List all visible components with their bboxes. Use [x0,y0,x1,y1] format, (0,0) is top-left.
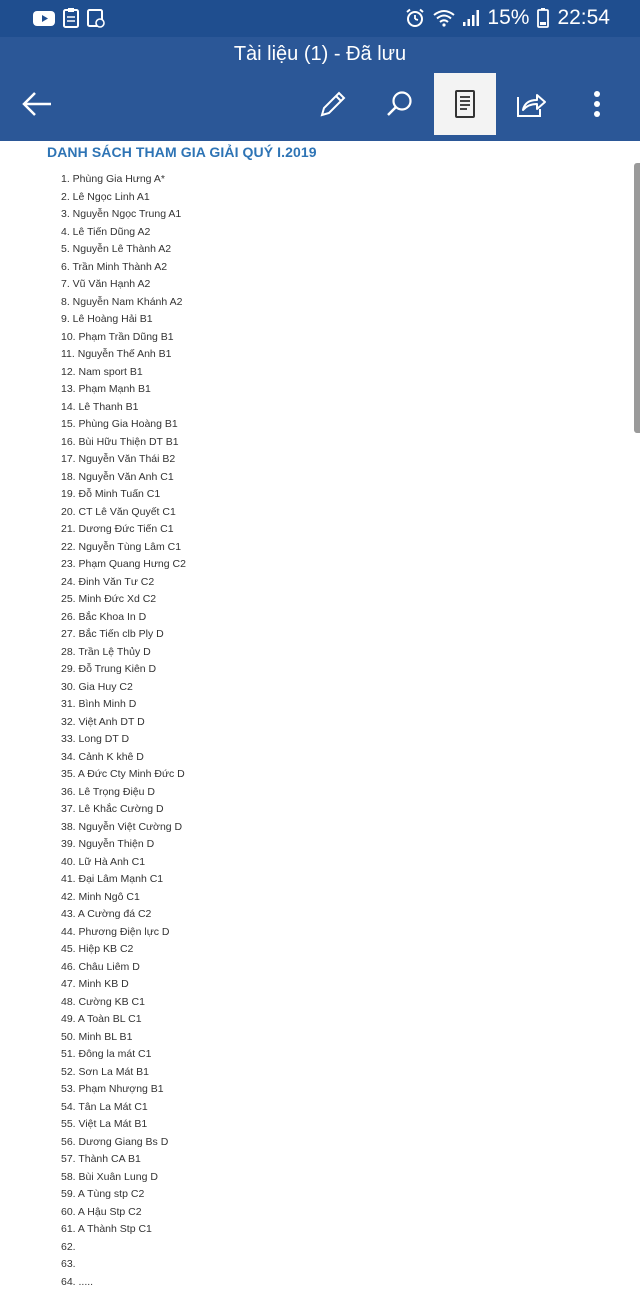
list-item: 42. Minh Ngô C1 [61,890,140,903]
list-item: 43. A Cường đá C2 [61,908,152,920]
alarm-icon [405,8,425,28]
list-item: 38. Nguyễn Việt Cường D [61,820,183,833]
status-bar [0,0,640,37]
list-item: 30. Gia Huy C2 [61,680,133,693]
list-item: 5. Nguyễn Lê Thành A2 [61,243,172,255]
pencil-icon [318,89,348,119]
list-item: 17. Nguyễn Văn Thái B2 [61,453,176,465]
list-item: 37. Lê Khắc Cường D [61,803,164,815]
list-item: 25. Minh Đức Xd C2 [61,593,157,605]
list-item: 24. Đinh Văn Tư C2 [61,575,155,588]
battery-icon [537,8,549,28]
list-item: 58. Bùi Xuân Lung D [61,1170,158,1183]
clipboard-icon [63,8,79,28]
list-item: 47. Minh KB D [61,978,129,990]
list-item: 52. Sơn La Mát B1 [61,1065,150,1078]
wifi-icon [433,9,455,27]
list-item: 28. Trần Lệ Thủy D [61,645,151,658]
list-item: 14. Lê Thanh B1 [61,400,139,413]
list-item: 10. Phạm Trần Dũng B1 [61,330,174,343]
list-item: 57. Thành CA B1 [61,1153,141,1165]
list-item: 49. A Toàn BL C1 [61,1013,142,1025]
share-icon [515,89,547,119]
youtube-icon [33,10,55,27]
list-item: 19. Đỗ Minh Tuấn C1 [61,488,161,500]
list-item: 35. A Đức Cty Minh Đức D [61,768,185,780]
list-item: 59. A Tùng stp C2 [61,1188,145,1200]
list-item: 41. Đại Lâm Mạnh C1 [61,873,164,885]
list-item: 3. Nguyễn Ngọc Trung A1 [61,208,182,220]
scrollbar[interactable] [634,163,640,433]
list-item: 44. Phương Điện lực D [61,925,170,938]
back-button[interactable] [6,73,68,135]
list-item: 32. Việt Anh DT D [61,715,145,728]
list-item: 63. [61,1258,76,1270]
list-item: 9. Lê Hoàng Hải B1 [61,313,153,325]
participant-list [61,171,186,1291]
list-item: 46. Châu Liêm D [61,960,140,973]
list-item: 4. Lê Tiến Dũng A2 [61,225,151,238]
list-item: 13. Phạm Mạnh B1 [61,383,151,395]
back-arrow-icon [21,90,53,118]
system-indicators [405,6,610,30]
list-item: 31. Bình Minh D [61,698,137,710]
search-button[interactable] [368,73,430,135]
list-item: 50. Minh BL B1 [61,1030,133,1043]
list-item: 22. Nguyễn Tùng Lâm C1 [61,540,182,553]
battery-level: 15% [487,6,530,29]
notification-icons [33,8,105,28]
list-item: 2. Lê Ngọc Linh A1 [61,190,150,203]
mobile-view-icon [454,89,476,119]
list-item: 1. Phùng Gia Hưng A* [61,173,165,185]
list-item: 11. Nguyễn Thế Anh B1 [61,348,172,360]
list-item: 36. Lê Trọng Điệu D [61,785,155,798]
app-bar [0,37,640,141]
list-item: 60. A Hậu Stp C2 [61,1205,142,1218]
list-item: 15. Phùng Gia Hoàng B1 [61,418,178,430]
gallery-icon [87,9,105,28]
list-item: 61. A Thành Stp C1 [61,1223,152,1235]
mobile-view-button[interactable] [434,73,496,135]
list-item: 12. Nam sport B1 [61,365,143,378]
list-item: 6. Trần Minh Thành A2 [61,260,168,273]
list-item: 45. Hiệp KB C2 [61,943,134,955]
list-item: 34. Cảnh K khê D [61,750,144,763]
list-item: 20. CT Lê Văn Quyết C1 [61,505,176,518]
list-item: 21. Dương Đức Tiến C1 [61,523,174,535]
list-item: 51. Đông la mát C1 [61,1048,152,1060]
list-item: 64. ..... [61,1275,94,1288]
list-item: 40. Lữ Hà Anh C1 [61,855,146,868]
list-item: 23. Phạm Quang Hưng C2 [61,558,186,570]
document-title-bar: Tài liệu (1) - Đã lưu [233,43,407,65]
list-item: 55. Việt La Mát B1 [61,1118,148,1130]
list-item: 53. Phạm Nhượng B1 [61,1083,164,1095]
list-item: 8. Nguyễn Nam Khánh A2 [61,295,183,308]
list-item: 54. Tân La Mát C1 [61,1100,148,1113]
list-item: 7. Vũ Văn Hạnh A2 [61,278,151,290]
document-heading: DANH SÁCH THAM GIA GIẢI QUÝ I.2019 [47,144,317,160]
more-vert-icon [593,90,601,118]
clock: 22:54 [557,6,610,29]
list-item: 29. Đỗ Trung Kiên D [61,663,157,675]
signal-icon [463,9,479,27]
list-item: 62. [61,1240,76,1253]
list-item: 56. Dương Giang Bs D [61,1135,169,1148]
list-item: 26. Bắc Khoa In D [61,610,147,623]
search-icon [384,89,414,119]
list-item: 16. Bùi Hữu Thiện DT B1 [61,435,179,448]
share-button[interactable] [500,73,562,135]
document-viewer[interactable] [0,141,640,1315]
list-item: 33. Long DT D [61,733,130,745]
list-item: 27. Bắc Tiến clb Ply D [61,628,164,640]
more-options-button[interactable] [566,73,628,135]
list-item: 39. Nguyễn Thiện D [61,838,155,850]
list-item: 18. Nguyễn Văn Anh C1 [61,470,174,483]
list-item: 48. Cường KB C1 [61,995,145,1008]
edit-button[interactable] [302,73,364,135]
